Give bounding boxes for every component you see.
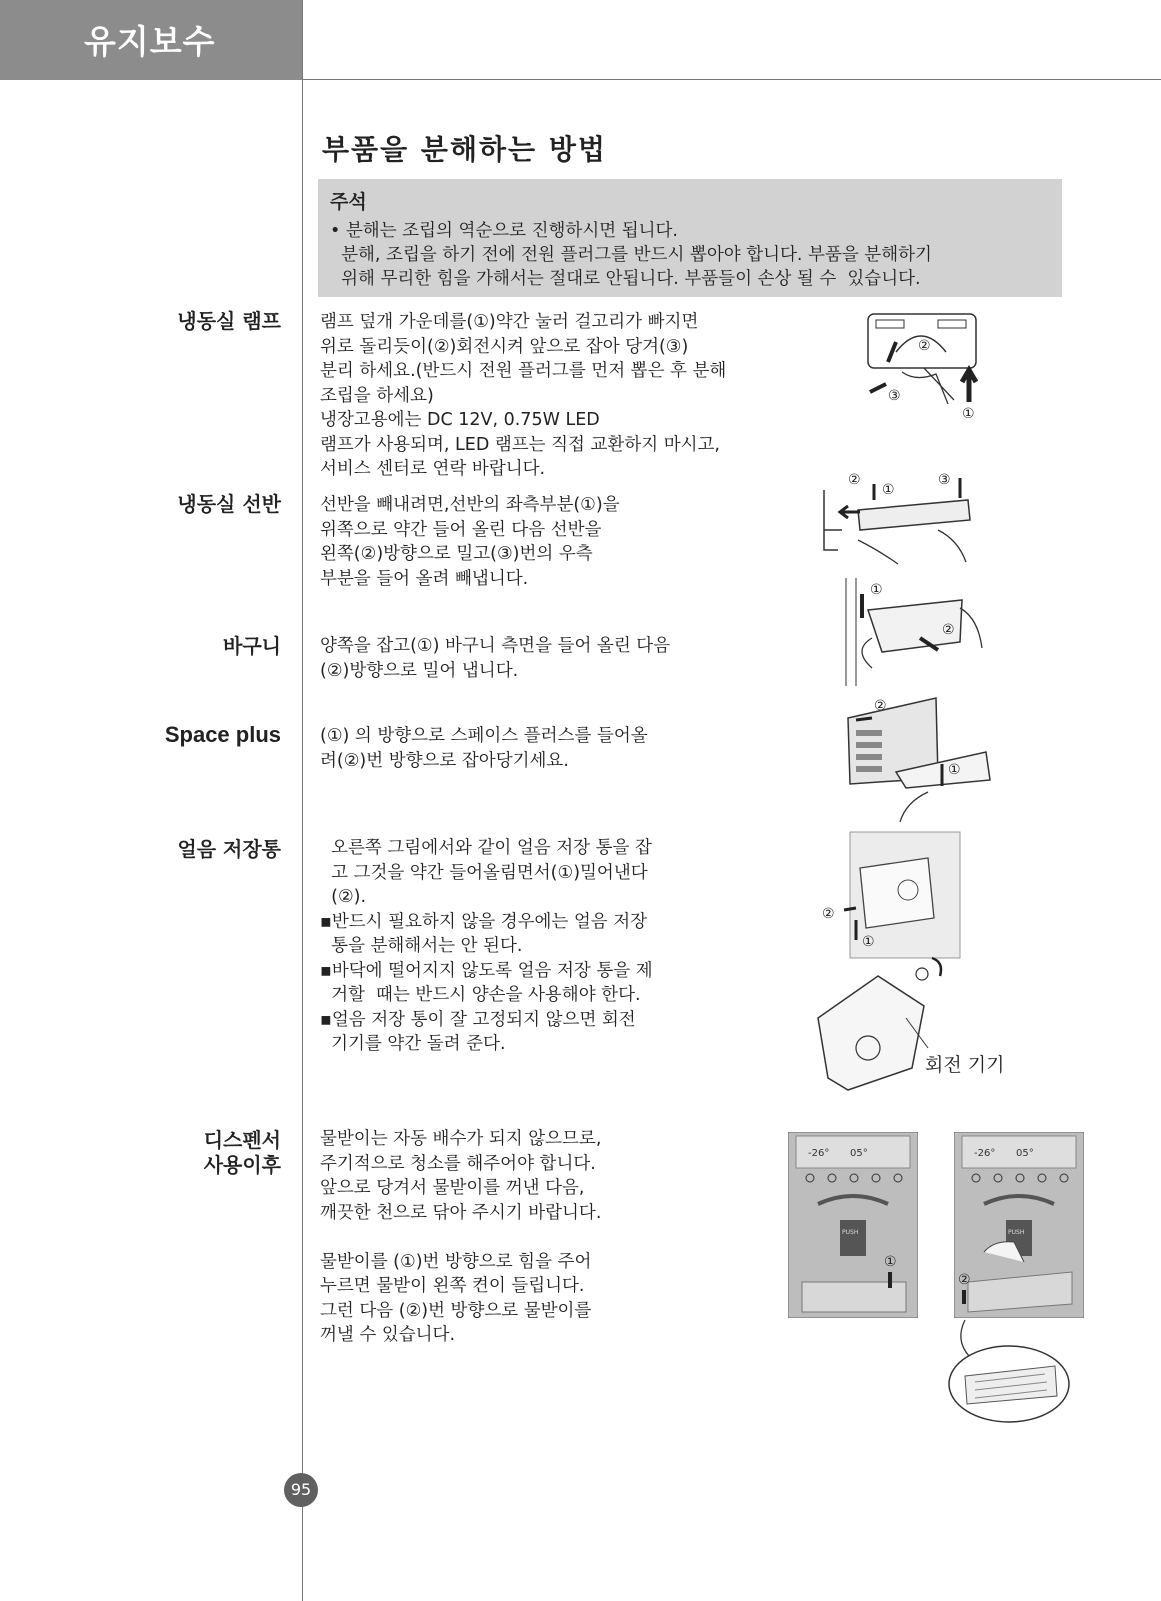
space-plus-illustration (846, 692, 996, 832)
svg-text:①: ① (862, 934, 875, 950)
page-number: 95 (284, 1473, 318, 1507)
section-tab (0, 0, 303, 80)
shelf-illustration (818, 470, 978, 565)
ice-rotor-caption: 회전 기기 (925, 1054, 1005, 1076)
svg-text:05°: 05° (1016, 1148, 1034, 1159)
note-title: 주석 (330, 191, 367, 213)
svg-text:-26°: -26° (974, 1148, 996, 1159)
marker-1: ① (962, 406, 975, 420)
svg-text:②: ② (874, 698, 887, 714)
svg-text:①: ① (884, 1254, 897, 1270)
drip-tray-illustration (945, 1316, 1075, 1426)
label-basket: 바구니 (223, 634, 281, 658)
label-space-plus: Space plus (164, 722, 281, 747)
note-body: • 분해는 조립의 역순으로 진행하시면 됩니다. 분해, 조립을 하기 전에 전원 플러그를 반드시 뽑아야 합니다. 부품을 분해하기 위해 무리한 힘을 가해서는 절대로 안됩니다. 부품들이 손상 될 수 있습니다. (330, 221, 932, 289)
header-divider (303, 79, 1161, 80)
note-box (318, 179, 1062, 297)
text-freezer-shelf: 선반을 빼내려면,선반의 좌측부분(①)을 위쪽으로 약간 들어 올린 다음 선반을 왼쪽(②)방향으로 밀고(③)번의 우측 부분을 들어 올려 빼냅니다. (320, 495, 620, 589)
svg-text:②: ② (958, 1272, 971, 1288)
svg-text:①: ① (948, 762, 961, 778)
svg-text:②: ② (848, 472, 861, 488)
label-ice-bin: 얼음 저장통 (177, 837, 281, 861)
margin-divider (302, 0, 303, 1601)
label-freezer-lamp: 냉동실 램프 (177, 309, 281, 333)
svg-text:①: ① (870, 582, 883, 598)
text-dispenser: 물받이는 자동 배수가 되지 않으므로, 주기적으로 청소를 해주어야 합니다. 앞으로 당겨서 물받이를 꺼낸 다음, 깨끗한 천으로 닦아 주시기 바랍니다. 물받이를 (①)번 방향으로 힘을 주어 누르면 물받이 왼쪽 켠이 들립니다. 그런 다음 (②)번 방향으로 물받이를 꺼낼 수 있습니다. (320, 1129, 602, 1345)
marker-3: ③ (888, 388, 901, 404)
svg-text:-26°: -26° (808, 1148, 830, 1159)
dispenser-illustration-2 (954, 1132, 1084, 1318)
text-basket: 양쪽을 잡고(①) 바구니 측면을 들어 올린 다음 (②)방향으로 밀어 냅니다. (320, 636, 671, 681)
dispenser-illustration-1 (788, 1132, 918, 1318)
page-title: 부품을 분해하는 방법 (322, 133, 607, 166)
svg-text:05°: 05° (850, 1148, 868, 1159)
text-freezer-lamp: 램프 덮개 가운데를(①)약간 눌러 걸고리가 빠지면 위로 돌리듯이(②)회전시켜 앞으로 잡아 당겨(③) 분리 하세요.(반드시 전원 플러그를 먼저 뽑은 후 분해 조립을 하세요) 냉장고용에는 DC 12V, 0.75W LED 램프가 사용되며, LED 램프는 직접 교환하지 마시고, 서비스 센터로 연락 바랍니다. (320, 312, 727, 479)
label-freezer-shelf: 냉동실 선반 (177, 492, 281, 516)
label-dispenser: 디스펜서 사용이후 (203, 1128, 281, 1177)
text-ice-bin: 오른쪽 그림에서와 같이 얼음 저장 통을 잡 고 그것을 약간 들어올림면서(①)밀어낸다 (②). ▪반드시 필요하지 않을 경우에는 얼음 저장 통을 분해해서는 안 된다. ▪바닥에 떨어지지 않도록 얼음 저장 통을 제 거할 때는 반드시 양손을 사용해야 한다. ▪얼음 저장 통이 잘 고정되지 않으면 회전 기기를 약간 돌려 준다. (320, 838, 653, 1054)
svg-text:②: ② (942, 622, 955, 638)
marker-2: ② (918, 338, 931, 354)
svg-text:PUSH: PUSH (1008, 1229, 1025, 1236)
svg-text:①: ① (882, 482, 895, 498)
svg-text:PUSH: PUSH (842, 1229, 859, 1236)
lamp-illustration (866, 312, 986, 420)
svg-text:③: ③ (938, 472, 951, 488)
text-space-plus: (①) 의 방향으로 스페이스 플러스를 들어올 려(②)번 방향으로 잡아당기세요. (320, 726, 648, 771)
section-title: 유지보수 (84, 22, 216, 61)
svg-text:②: ② (822, 906, 835, 922)
basket-illustration (842, 578, 992, 686)
